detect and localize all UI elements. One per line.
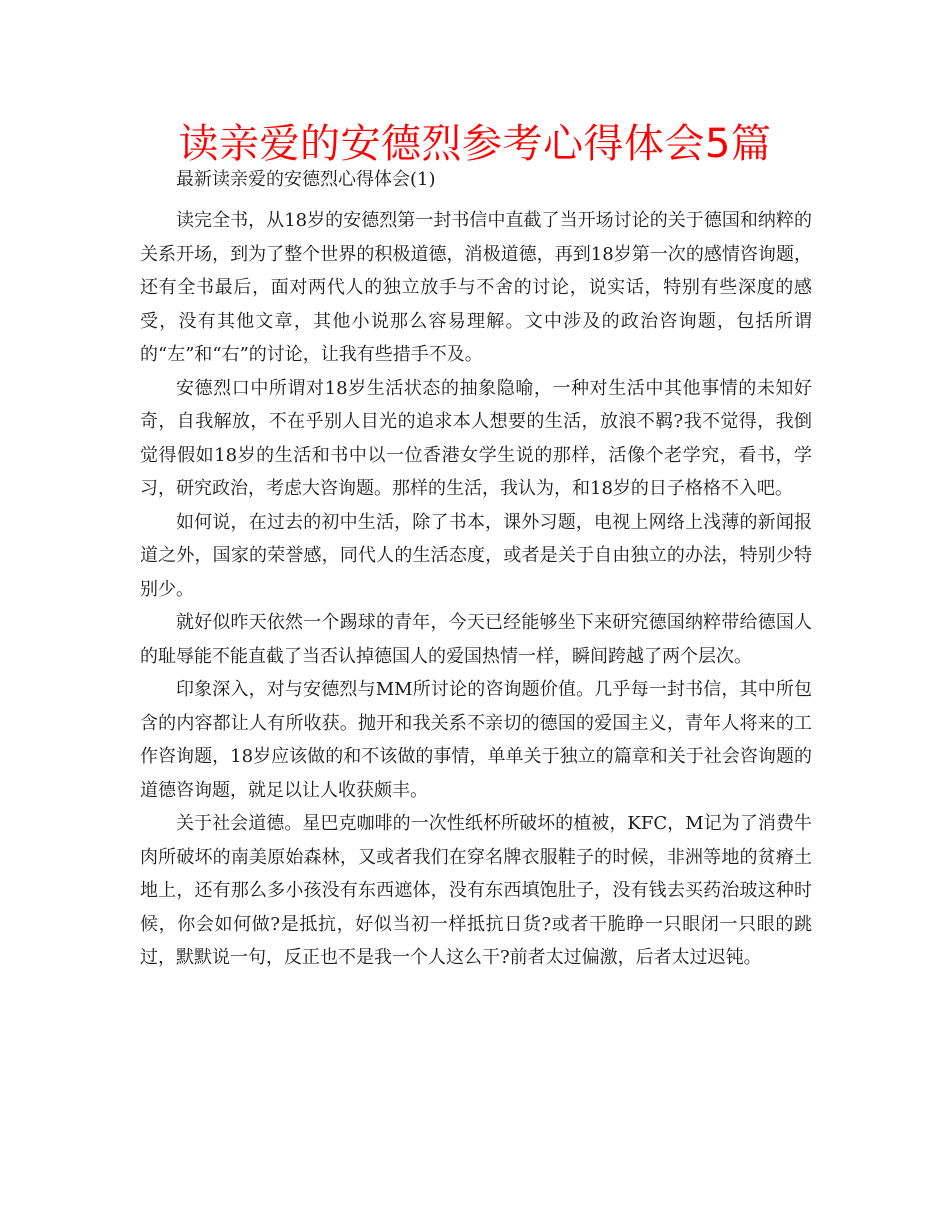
document-body <box>140 166 812 975</box>
document-title: 读亲爱的安德烈参考心得体会5篇 <box>178 121 772 167</box>
paragraph-6: 关于社会道德。星巴克咖啡的一次性纸杯所破坏的植被，KFC，M记为了消费牛肉所破坏的南美原始森林，又或者我们在穿名牌衣服鞋子的时候，非洲等地的贫瘠土地上，还有那么多小孩没有东西遮体，没有东西填饱肚子，没有钱去买药治玻这种时候，你会如何做?是抵抗，好似当初一样抵抗日货?或者干脆睁一只眼闭一只眼的跳过，默默说一句，反正也不是我一个人这么干?前者太过偏激，后者太过迟钝。 <box>140 813 812 968</box>
paragraph-2: 安德烈口中所谓对18岁生活状态的抽象隐喻，一种对生活中其他事情的未知好奇，自我解放，不在乎别人目光的追求本人想要的生活，放浪不羁?我不觉得，我倒觉得假如18岁的生活和书中以一位香港女学生说的那样，活像个老学究，看书，学习，研究政治，考虑大咨询题。那样的生活，我认为，和18岁的日子格格不入吧。 <box>140 377 812 499</box>
paragraph-4: 就好似昨天依然一个踢球的青年，今天已经能够坐下来研究德国纳粹带给德国人的耻辱能不能直截了当否认掉德国人的爱国热情一样，瞬间跨越了两个层次。 <box>140 612 812 667</box>
document-subtitle: 最新读亲爱的安德烈心得体会(1) <box>176 169 436 190</box>
paragraph-3: 如何说，在过去的初中生活，除了书本，课外习题，电视上网络上浅薄的新闻报道之外，国家的荣誉感，同代人的生活态度，或者是关于自由独立的办法，特别少特别少。 <box>140 511 812 600</box>
paragraph-1: 读完全书，从18岁的安德烈第一封书信中直截了当开场讨论的关于德国和纳粹的关系开场，到为了整个世界的积极道德，消极道德，再到18岁第一次的感情咨询题，还有全书最后，面对两代人的独立放手与不舍的讨论，说实话，特别有些深度的感受，没有其他文章，其他小说那么容易理解。文中涉及的政治咨询题，包括所谓的“左”和“右”的讨论，让我有些措手不及。 <box>140 210 812 365</box>
paragraph-5: 印象深入，对与安德烈与MM所讨论的咨询题价值。几乎每一封书信，其中所包含的内容都让人有所收获。抛开和我关系不亲切的德国的爱国主义，青年人将来的工作咨询题，18岁应该做的和不该做的事情，单单关于独立的篇章和关于社会咨询题的道德咨询题，就足以让人收获颇丰。 <box>140 679 812 801</box>
